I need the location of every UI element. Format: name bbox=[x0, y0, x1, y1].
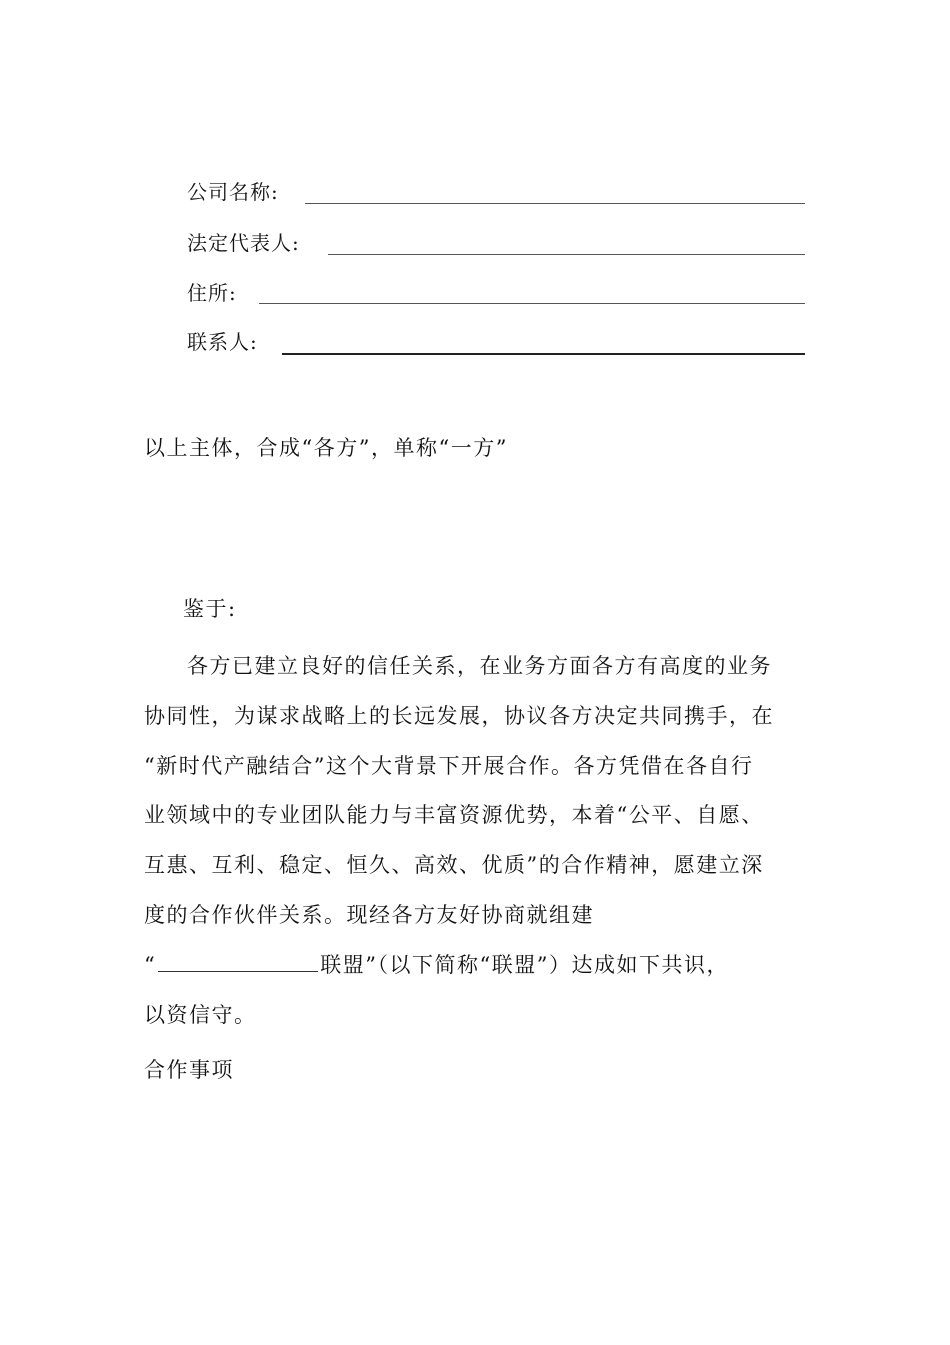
legal-representative-line bbox=[328, 254, 805, 255]
whereas-line-5: 互惠、互利、稳定、恒久、高效、优质”的合作精神，愿建立深 bbox=[144, 853, 764, 877]
whereas-line-7 bbox=[144, 953, 729, 977]
parties-summary: 以上主体，合成“各方”，单称“一方” bbox=[144, 436, 508, 460]
whereas-heading: 鉴于: bbox=[183, 597, 237, 621]
contact-person-label: 联系人: bbox=[187, 330, 258, 354]
whereas-line-1: 各方已建立良好的信任关系，在业务方面各方有高度的业务 bbox=[187, 654, 772, 678]
contact-person-line bbox=[282, 353, 805, 355]
whereas-closing: 以资信守。 bbox=[144, 1003, 257, 1027]
alliance-tail-text: 联盟”（以下简称“联盟”）达成如下共识， bbox=[320, 953, 729, 977]
whereas-line-6: 度的合作伙伴关系。现经各方友好协商就组建 bbox=[144, 903, 594, 927]
company-name-line bbox=[305, 203, 805, 204]
company-name-label: 公司名称: bbox=[187, 180, 279, 204]
alliance-open-quote: “ bbox=[144, 953, 157, 977]
alliance-name-blank bbox=[158, 953, 318, 972]
whereas-line-2: 协同性，为谋求战略上的长远发展，协议各方决定共同携手，在 bbox=[144, 704, 774, 728]
whereas-line-3: “新时代产融结合”这个大背景下开展合作。各方凭借在各自行 bbox=[144, 754, 754, 778]
whereas-line-4: 业领域中的专业团队能力与丰富资源优势，本着“公平、自愿、 bbox=[144, 803, 764, 827]
address-label: 住所: bbox=[187, 281, 237, 305]
legal-representative-label: 法定代表人: bbox=[187, 231, 300, 255]
section-heading-cooperation: 合作事项 bbox=[144, 1058, 234, 1082]
address-line bbox=[259, 303, 805, 304]
